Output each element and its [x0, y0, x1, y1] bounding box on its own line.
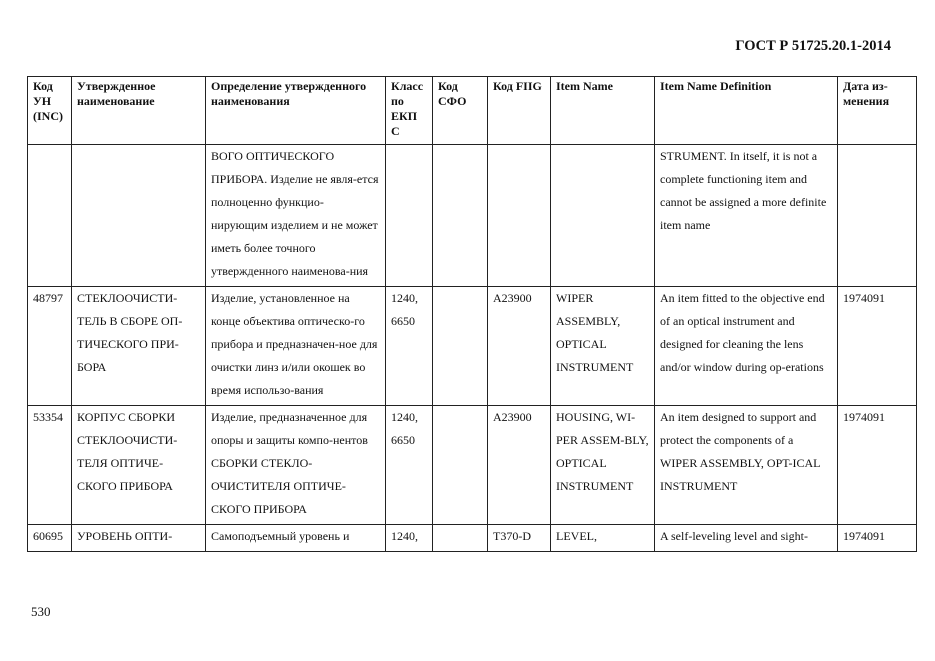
cell-class: [386, 145, 433, 287]
catalog-table: [27, 76, 917, 552]
cell-definition-en: A self-leveling level and sight-: [655, 525, 838, 552]
cell-fiig: T370-D: [488, 525, 551, 552]
cell-definition-en: STRUMENT. In itself, it is not a complete functioning item and cannot be assigned a more definite item name: [655, 145, 838, 287]
page-number: 530: [31, 604, 51, 619]
column-header: Дата из-менения: [838, 77, 917, 145]
cell-inc: 53354: [28, 406, 72, 525]
cell-item-name: [551, 145, 655, 287]
cell-name-ru: СТЕКЛООЧИСТИ-ТЕЛЬ В СБОРЕ ОП-ТИЧЕСКОГО ПРИ-БОРА: [72, 287, 206, 406]
cell-definition-en: An item designed to support and protect the components of a WIPER ASSEMBLY, OPT-ICAL INSTRUMENT: [655, 406, 838, 525]
cell-class: 1240, 6650: [386, 406, 433, 525]
cell-name-ru: КОРПУС СБОРКИ СТЕКЛООЧИСТИ-ТЕЛЯ ОПТИЧЕ-СКОГО ПРИБОРА: [72, 406, 206, 525]
table-row: [28, 287, 917, 406]
cell-date: 1974091: [838, 525, 917, 552]
cell-inc: 48797: [28, 287, 72, 406]
cell-name-ru: [72, 145, 206, 287]
cell-item-name: HOUSING, WI-PER ASSEM-BLY, OPTICAL INSTRUMENT: [551, 406, 655, 525]
cell-date: [838, 145, 917, 287]
cell-inc: 60695: [28, 525, 72, 552]
cell-definition-ru: Самоподъемный уровень и: [206, 525, 386, 552]
cell-item-name: LEVEL,: [551, 525, 655, 552]
cell-fiig: A23900: [488, 406, 551, 525]
column-header: Item Name: [551, 77, 655, 145]
column-header: Код СФО: [433, 77, 488, 145]
cell-name-ru: УРОВЕНЬ ОПТИ-: [72, 525, 206, 552]
cell-sfo: [433, 287, 488, 406]
cell-inc: [28, 145, 72, 287]
cell-definition-ru: Изделие, предназначенное для опоры и защиты компо-нентов СБОРКИ СТЕКЛО-ОЧИСТИТЕЛЯ ОПТИЧЕ-СКОГО ПРИБОРА: [206, 406, 386, 525]
cell-class: 1240,: [386, 525, 433, 552]
cell-fiig: [488, 145, 551, 287]
cell-date: 1974091: [838, 287, 917, 406]
column-header: Класс по ЕКП С: [386, 77, 433, 145]
cell-sfo: [433, 406, 488, 525]
cell-class: 1240, 6650: [386, 287, 433, 406]
cell-definition-ru: Изделие, установленное на конце объектива оптическо-го прибора и предназначен-ное для очистки линз и/или окошек во время использо-вания: [206, 287, 386, 406]
column-header: Код FIIG: [488, 77, 551, 145]
column-header: Определение утвержденного наименования: [206, 77, 386, 145]
cell-item-name: WIPER ASSEMBLY, OPTICAL INSTRUMENT: [551, 287, 655, 406]
cell-sfo: [433, 145, 488, 287]
table-row: [28, 145, 917, 287]
table-row: [28, 525, 917, 552]
cell-sfo: [433, 525, 488, 552]
column-header: Item Name Definition: [655, 77, 838, 145]
cell-definition-ru: ВОГО ОПТИЧЕСКОГО ПРИБОРА. Изделие не явля-ется полноценно функцио-нирующим изделием и не может иметь более точного утвержденного наименова-ния: [206, 145, 386, 287]
column-header: Утвержденное наименование: [72, 77, 206, 145]
cell-definition-en: An item fitted to the objective end of an optical instrument and designed for cleaning the lens and/or window during op-erations: [655, 287, 838, 406]
cell-date: 1974091: [838, 406, 917, 525]
column-header: Код УН (INC): [28, 77, 72, 145]
document-standard-number: ГОСТ Р 51725.20.1-2014: [735, 38, 891, 54]
cell-fiig: A23900: [488, 287, 551, 406]
table-row: [28, 406, 917, 525]
table-header-row: [28, 77, 917, 145]
